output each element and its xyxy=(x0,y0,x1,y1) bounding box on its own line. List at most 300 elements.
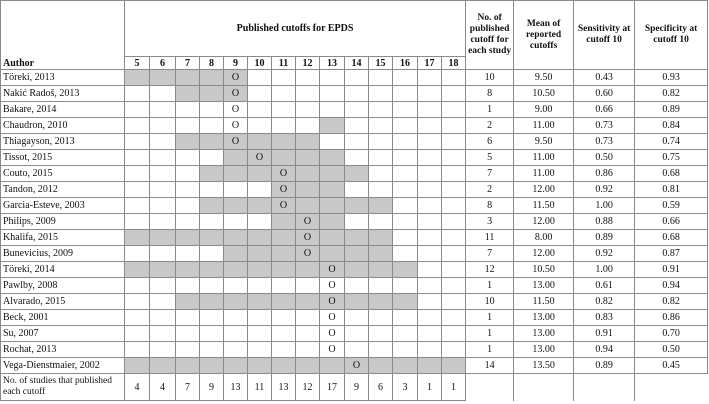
cutoff-cell xyxy=(125,326,150,342)
cutoff-cell xyxy=(150,294,176,310)
n-published-cell: 1 xyxy=(466,342,514,358)
author-cell: Töreki, 2013 xyxy=(1,70,125,86)
cutoff-cell xyxy=(224,182,248,198)
cutoff-cell xyxy=(176,342,200,358)
cutoff-cell xyxy=(176,182,200,198)
n-published-cell: 7 xyxy=(466,166,514,182)
cutoff-cell xyxy=(150,246,176,262)
cutoff-cell xyxy=(200,342,224,358)
cutoff-marker: O xyxy=(320,342,345,358)
table-row xyxy=(1,294,708,310)
sensitivity-cell: 0.89 xyxy=(574,358,635,374)
mean-cell: 12.00 xyxy=(514,246,574,262)
table-row xyxy=(1,182,708,198)
cutoff-cell xyxy=(176,230,200,246)
table-row xyxy=(1,310,708,326)
specificity-cell: 0.45 xyxy=(635,358,708,374)
cutoff-cell xyxy=(224,198,248,214)
cutoff-cell xyxy=(418,358,442,374)
specificity-cell: 0.66 xyxy=(635,214,708,230)
cutoff-cell xyxy=(150,102,176,118)
author-cell: Bakare, 2014 xyxy=(1,102,125,118)
cutoff-cell xyxy=(296,134,320,150)
cutoff-cell xyxy=(345,262,369,278)
cutoff-cell xyxy=(418,342,442,358)
specificity-cell: 0.74 xyxy=(635,134,708,150)
cutoff-cell xyxy=(200,262,224,278)
cutoff-cell xyxy=(150,86,176,102)
table-row xyxy=(1,102,708,118)
cutoff-marker: O xyxy=(320,294,345,310)
cutoff-cell xyxy=(200,86,224,102)
cutoff-cell xyxy=(418,70,442,86)
sensitivity-header: Sensitivity at cutoff 10 xyxy=(574,1,635,70)
cutoff-cell xyxy=(150,358,176,374)
cutoff-cell xyxy=(320,358,345,374)
cutoff-cell xyxy=(272,86,296,102)
cutoff-cell xyxy=(345,342,369,358)
mean-cell: 11.00 xyxy=(514,150,574,166)
cutoff-cell xyxy=(393,70,418,86)
cutoff-cell xyxy=(320,246,345,262)
cutoff-cell xyxy=(248,182,272,198)
specificity-cell: 0.75 xyxy=(635,150,708,166)
author-cell: Rochat, 2013 xyxy=(1,342,125,358)
cutoff-cell xyxy=(150,230,176,246)
cutoff-cell xyxy=(176,262,200,278)
footer-count: 3 xyxy=(393,374,418,401)
cutoff-cell xyxy=(150,262,176,278)
specificity-cell: 0.93 xyxy=(635,70,708,86)
sensitivity-cell: 0.83 xyxy=(574,310,635,326)
cutoff-cell xyxy=(418,326,442,342)
cutoff-cell xyxy=(418,134,442,150)
table-row xyxy=(1,150,708,166)
cutoff-cell xyxy=(296,342,320,358)
cutoff-cell xyxy=(296,278,320,294)
cutoff-cell xyxy=(418,86,442,102)
author-cell: Nakić Radoš, 2013 xyxy=(1,86,125,102)
sensitivity-cell: 0.50 xyxy=(574,150,635,166)
author-cell: Alvarado, 2015 xyxy=(1,294,125,310)
cutoff-cell xyxy=(345,214,369,230)
table-row xyxy=(1,230,708,246)
footer-count: 1 xyxy=(418,374,442,401)
cutoff-cell xyxy=(248,294,272,310)
table-row xyxy=(1,246,708,262)
cutoff-cell xyxy=(125,246,150,262)
cutoff-header-13: 13 xyxy=(320,57,345,70)
specificity-cell: 0.70 xyxy=(635,326,708,342)
cutoff-cell xyxy=(442,102,466,118)
mean-cell: 11.00 xyxy=(514,166,574,182)
cutoff-cell xyxy=(393,342,418,358)
cutoff-cell xyxy=(442,150,466,166)
cutoff-cell xyxy=(125,118,150,134)
cutoff-cell xyxy=(320,102,345,118)
mean-reported-header: Mean of reported cutoffs xyxy=(514,1,574,70)
cutoff-cell xyxy=(224,358,248,374)
sensitivity-cell: 0.60 xyxy=(574,86,635,102)
sensitivity-cell: 0.61 xyxy=(574,278,635,294)
cutoff-marker: O xyxy=(272,198,296,214)
cutoff-header-11: 11 xyxy=(272,57,296,70)
blank-cell xyxy=(635,374,708,401)
cutoff-cell xyxy=(176,326,200,342)
cutoff-cell xyxy=(442,70,466,86)
specificity-cell: 0.87 xyxy=(635,246,708,262)
cutoff-cell xyxy=(345,198,369,214)
author-cell: Su, 2007 xyxy=(1,326,125,342)
cutoff-cell xyxy=(320,198,345,214)
cutoff-cell xyxy=(150,326,176,342)
cutoff-cell xyxy=(125,166,150,182)
cutoff-cell xyxy=(224,214,248,230)
cutoff-cell xyxy=(272,342,296,358)
author-cell: Khalifa, 2015 xyxy=(1,230,125,246)
cutoff-cell xyxy=(150,214,176,230)
cutoff-marker: O xyxy=(224,134,248,150)
cutoff-cell xyxy=(418,198,442,214)
table-row xyxy=(1,70,708,86)
specificity-cell: 0.59 xyxy=(635,198,708,214)
n-published-cell: 1 xyxy=(466,102,514,118)
blank-cell xyxy=(514,374,574,401)
cutoff-header-18: 18 xyxy=(442,57,466,70)
cutoff-cell xyxy=(248,102,272,118)
cutoff-marker: O xyxy=(296,246,320,262)
cutoff-cell xyxy=(369,310,393,326)
cutoff-marker: O xyxy=(224,86,248,102)
cutoff-cell xyxy=(393,358,418,374)
mean-cell: 12.00 xyxy=(514,182,574,198)
cutoff-cell xyxy=(296,326,320,342)
n-published-cell: 8 xyxy=(466,198,514,214)
specificity-header: Specificity at cutoff 10 xyxy=(635,1,708,70)
cutoff-cell xyxy=(272,230,296,246)
cutoff-cell xyxy=(393,150,418,166)
table-row xyxy=(1,118,708,134)
cutoff-cell xyxy=(345,294,369,310)
cutoff-header-17: 17 xyxy=(418,57,442,70)
cutoff-cell xyxy=(150,118,176,134)
cutoff-cell xyxy=(393,134,418,150)
cutoff-marker: O xyxy=(224,118,248,134)
specificity-cell: 0.94 xyxy=(635,278,708,294)
cutoff-cell xyxy=(320,182,345,198)
cutoff-cell xyxy=(369,230,393,246)
published-cutoffs-header: Published cutoffs for EPDS xyxy=(125,1,466,57)
cutoff-cell xyxy=(248,86,272,102)
cutoff-cell xyxy=(200,102,224,118)
table-row xyxy=(1,166,708,182)
mean-cell: 13.00 xyxy=(514,326,574,342)
table-row xyxy=(1,358,708,374)
cutoff-cell xyxy=(345,118,369,134)
cutoff-cell xyxy=(200,214,224,230)
n-published-cell: 7 xyxy=(466,246,514,262)
cutoff-cell xyxy=(369,102,393,118)
mean-cell: 11.00 xyxy=(514,118,574,134)
cutoff-cell xyxy=(248,342,272,358)
cutoff-cell xyxy=(125,182,150,198)
cutoff-cell xyxy=(272,118,296,134)
cutoff-cell xyxy=(272,214,296,230)
cutoff-cell xyxy=(369,262,393,278)
n-published-header: No. of published cutoff for each study xyxy=(466,1,514,70)
cutoff-cell xyxy=(345,230,369,246)
cutoff-cell xyxy=(296,86,320,102)
cutoff-cell xyxy=(248,118,272,134)
sensitivity-cell: 0.43 xyxy=(574,70,635,86)
n-published-cell: 14 xyxy=(466,358,514,374)
cutoff-cell xyxy=(369,294,393,310)
footer-row xyxy=(1,374,708,401)
cutoff-cell xyxy=(393,326,418,342)
n-published-cell: 1 xyxy=(466,310,514,326)
specificity-cell: 0.82 xyxy=(635,86,708,102)
cutoff-header-14: 14 xyxy=(345,57,369,70)
mean-cell: 10.50 xyxy=(514,86,574,102)
cutoff-cell xyxy=(442,246,466,262)
cutoff-cell xyxy=(176,246,200,262)
sensitivity-cell: 0.73 xyxy=(574,118,635,134)
cutoff-cell xyxy=(272,70,296,86)
footer-count: 9 xyxy=(200,374,224,401)
mean-cell: 9.50 xyxy=(514,70,574,86)
cutoff-cell xyxy=(418,166,442,182)
cutoff-cell xyxy=(442,86,466,102)
cutoff-cell xyxy=(442,134,466,150)
cutoff-cell xyxy=(442,118,466,134)
sensitivity-cell: 0.86 xyxy=(574,166,635,182)
cutoff-cell xyxy=(345,310,369,326)
cutoff-cell xyxy=(248,358,272,374)
blank-cell xyxy=(466,374,514,401)
cutoff-cell xyxy=(296,118,320,134)
cutoff-cell xyxy=(176,118,200,134)
sensitivity-cell: 0.92 xyxy=(574,182,635,198)
cutoff-marker: O xyxy=(272,182,296,198)
table-row xyxy=(1,86,708,102)
cutoff-cell xyxy=(369,198,393,214)
cutoff-cell xyxy=(248,134,272,150)
cutoff-cell xyxy=(150,342,176,358)
n-published-cell: 12 xyxy=(466,262,514,278)
cutoff-cell xyxy=(442,278,466,294)
author-cell: Thiagayson, 2013 xyxy=(1,134,125,150)
cutoff-cell xyxy=(150,70,176,86)
cutoff-cell xyxy=(393,262,418,278)
footer-count: 11 xyxy=(248,374,272,401)
sensitivity-cell: 0.82 xyxy=(574,294,635,310)
cutoff-cell xyxy=(150,278,176,294)
cutoff-cell xyxy=(224,150,248,166)
mean-cell: 13.50 xyxy=(514,358,574,374)
cutoff-cell xyxy=(224,278,248,294)
mean-cell: 12.00 xyxy=(514,214,574,230)
author-cell: Chaudron, 2010 xyxy=(1,118,125,134)
cutoff-cell xyxy=(125,262,150,278)
author-header: Author xyxy=(1,1,125,70)
cutoff-cell xyxy=(418,150,442,166)
cutoff-marker: O xyxy=(320,262,345,278)
cutoff-marker: O xyxy=(272,166,296,182)
cutoff-cell xyxy=(345,150,369,166)
blank-cell xyxy=(574,374,635,401)
cutoff-cell xyxy=(369,342,393,358)
mean-cell: 11.50 xyxy=(514,198,574,214)
cutoff-cell xyxy=(272,310,296,326)
cutoff-cell xyxy=(272,246,296,262)
n-published-cell: 2 xyxy=(466,118,514,134)
cutoff-header-9: 9 xyxy=(224,57,248,70)
cutoff-cell xyxy=(125,86,150,102)
n-published-cell: 2 xyxy=(466,182,514,198)
cutoff-cell xyxy=(393,246,418,262)
sensitivity-cell: 1.00 xyxy=(574,262,635,278)
cutoff-cell xyxy=(393,310,418,326)
cutoff-marker: O xyxy=(320,326,345,342)
cutoff-cell xyxy=(125,198,150,214)
cutoff-cell xyxy=(442,342,466,358)
table-row xyxy=(1,134,708,150)
cutoff-cell xyxy=(150,198,176,214)
author-cell: Tandon, 2012 xyxy=(1,182,125,198)
cutoff-cell xyxy=(248,166,272,182)
cutoff-header-5: 5 xyxy=(125,57,150,70)
cutoff-cell xyxy=(200,246,224,262)
footer-count: 4 xyxy=(150,374,176,401)
sensitivity-cell: 0.89 xyxy=(574,230,635,246)
specificity-cell: 0.68 xyxy=(635,166,708,182)
footer-count: 4 xyxy=(125,374,150,401)
cutoff-cell xyxy=(418,214,442,230)
cutoff-cell xyxy=(296,166,320,182)
n-published-cell: 1 xyxy=(466,326,514,342)
cutoff-cell xyxy=(296,150,320,166)
cutoff-cell xyxy=(150,182,176,198)
cutoff-cell xyxy=(393,102,418,118)
cutoff-cell xyxy=(418,230,442,246)
cutoff-cell xyxy=(200,310,224,326)
cutoff-cell xyxy=(176,214,200,230)
cutoff-cell xyxy=(369,214,393,230)
cutoff-cell xyxy=(176,278,200,294)
cutoff-cell xyxy=(442,182,466,198)
cutoff-cell xyxy=(248,262,272,278)
footer-count: 6 xyxy=(369,374,393,401)
cutoff-cell xyxy=(418,246,442,262)
cutoff-cell xyxy=(248,310,272,326)
cutoff-cell xyxy=(296,70,320,86)
n-published-cell: 10 xyxy=(466,294,514,310)
cutoff-cell xyxy=(442,198,466,214)
cutoff-cell xyxy=(248,278,272,294)
cutoff-cell xyxy=(393,86,418,102)
author-cell: Vega-Dienstmaier, 2002 xyxy=(1,358,125,374)
cutoff-cell xyxy=(200,294,224,310)
cutoff-cell xyxy=(296,294,320,310)
cutoff-cell xyxy=(345,134,369,150)
cutoff-cell xyxy=(125,310,150,326)
cutoff-header-12: 12 xyxy=(296,57,320,70)
cutoff-marker: O xyxy=(248,150,272,166)
cutoff-cell xyxy=(320,70,345,86)
cutoff-cell xyxy=(272,102,296,118)
cutoff-cell xyxy=(248,214,272,230)
author-cell: Bunevicius, 2009 xyxy=(1,246,125,262)
cutoff-cell xyxy=(150,150,176,166)
n-published-cell: 10 xyxy=(466,70,514,86)
footer-count: 13 xyxy=(224,374,248,401)
table-row xyxy=(1,278,708,294)
cutoff-cell xyxy=(200,150,224,166)
cutoff-cell xyxy=(176,70,200,86)
cutoff-cell xyxy=(125,214,150,230)
cutoff-cell xyxy=(369,246,393,262)
cutoff-marker: O xyxy=(296,230,320,246)
cutoff-cell xyxy=(200,118,224,134)
cutoff-cell xyxy=(200,198,224,214)
cutoff-cell xyxy=(369,86,393,102)
sensitivity-cell: 0.94 xyxy=(574,342,635,358)
cutoff-cell xyxy=(125,134,150,150)
specificity-cell: 0.81 xyxy=(635,182,708,198)
table-row xyxy=(1,342,708,358)
cutoff-cell xyxy=(418,278,442,294)
cutoff-cell xyxy=(345,86,369,102)
mean-cell: 13.00 xyxy=(514,310,574,326)
cutoff-cell xyxy=(320,214,345,230)
n-published-cell: 1 xyxy=(466,278,514,294)
cutoff-cell xyxy=(296,358,320,374)
cutoff-cell xyxy=(176,198,200,214)
cutoff-cell xyxy=(248,246,272,262)
mean-cell: 9.00 xyxy=(514,102,574,118)
cutoff-header-10: 10 xyxy=(248,57,272,70)
cutoff-cell xyxy=(296,182,320,198)
cutoff-header-16: 16 xyxy=(393,57,418,70)
footer-count: 9 xyxy=(345,374,369,401)
specificity-cell: 0.82 xyxy=(635,294,708,310)
cutoff-cell xyxy=(125,342,150,358)
cutoff-cell xyxy=(345,326,369,342)
cutoff-cell xyxy=(393,278,418,294)
cutoff-cell xyxy=(200,358,224,374)
cutoff-marker: O xyxy=(224,70,248,86)
cutoff-cell xyxy=(200,166,224,182)
specificity-cell: 0.89 xyxy=(635,102,708,118)
cutoff-cell xyxy=(345,182,369,198)
cutoff-cell xyxy=(224,230,248,246)
cutoff-cell xyxy=(150,166,176,182)
cutoff-marker: O xyxy=(224,102,248,118)
cutoff-cell xyxy=(345,166,369,182)
cutoff-marker: O xyxy=(320,278,345,294)
cutoff-cell xyxy=(176,134,200,150)
cutoff-cell xyxy=(418,310,442,326)
cutoff-cell xyxy=(418,294,442,310)
cutoff-cell xyxy=(320,86,345,102)
specificity-cell: 0.86 xyxy=(635,310,708,326)
cutoff-cell xyxy=(125,278,150,294)
cutoff-cell xyxy=(248,198,272,214)
cutoff-cell xyxy=(272,326,296,342)
mean-cell: 11.50 xyxy=(514,294,574,310)
footer-count: 1 xyxy=(442,374,466,401)
cutoff-cell xyxy=(248,326,272,342)
